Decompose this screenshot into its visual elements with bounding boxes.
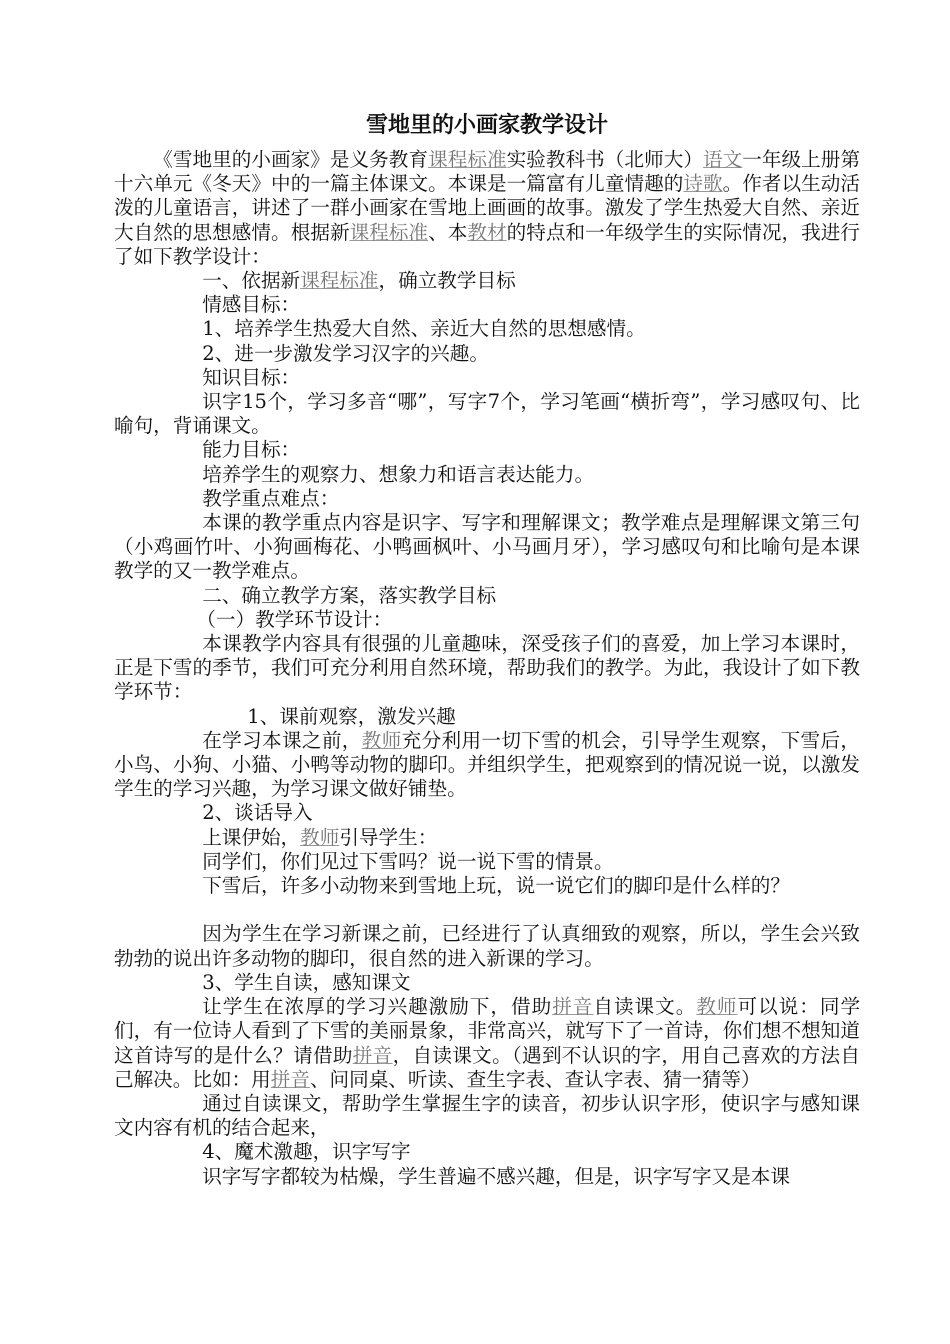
- link-chinese-subject[interactable]: 语文: [702, 148, 743, 171]
- link-teacher[interactable]: 教师: [300, 825, 340, 849]
- step-text-1: 在学习本课之前，教师充分利用一切下雪的机会，引导学生观察，下雪后，小鸟、小狗、小猫、小鸭等动物的脚印。并组织学生，把观察到的情况说一说，以激发学生的学习兴趣，为学习课文做好铺垫。: [114, 728, 861, 801]
- link-textbook[interactable]: 教材: [467, 220, 507, 244]
- key-points-text: 本课的教学重点内容是识字、写字和理解课文；教学难点是理解课文第三句（小鸡画竹叶、小狗画梅花、小鸭画枫叶、小马画月牙），学习感叹句和比喻句是本课教学的又一教学难点。: [114, 511, 860, 583]
- knowledge-goal-text: 识字15个，学习多音“哪”，写字7个，学习笔画“横折弯”，学习感叹句、比喻句，背诵课文。: [114, 390, 860, 438]
- intro-paragraph: 《雪地里的小画家》是义务教育课程标准实验教科书（北师大）语文一年级上册第十六单元《冬天》中的一篇主体课文。本课是一篇富有儿童情趣的诗歌。作者以生动活泼的儿童语言，讲述了一群小画家在雪地上画画的故事。激发了学生热爱大自然、亲近大自然的思想感情。根据新课程标准、本教材的特点和一年级学生的实际情况，我进行了如下教学设计：: [114, 148, 861, 268]
- ability-goal-label: 能力目标：: [202, 438, 301, 462]
- ability-goal-text: 培养学生的观察力、想象力和语言表达能力。: [202, 462, 595, 486]
- document-title: 雪地里的小画家教学设计: [365, 113, 608, 138]
- step-heading-4: 4、魔术激趣，识字写字: [202, 1140, 411, 1164]
- link-curriculum-standard[interactable]: 课程标准: [349, 220, 429, 244]
- step-text-2b: 同学们，你们见过下雪吗？说一说下雪的情景。: [202, 849, 614, 873]
- step-text-4: 识字写字都较为枯燥，学生普遍不感兴趣，但是，识字写字又是本课: [202, 1164, 790, 1188]
- knowledge-goal-label: 知识目标：: [202, 365, 301, 389]
- step-text-3b: 通过自读课文，帮助学生掌握生字的读音，初步认识字形，使识字与感知课文内容有机的结合起来，: [114, 1091, 860, 1140]
- link-curriculum-standard[interactable]: 课程标准: [300, 269, 379, 293]
- link-teacher[interactable]: 教师: [696, 995, 738, 1019]
- subsection-text: 本课教学内容具有很强的儿童趣味，深受孩子们的喜爱，加上学习本课时，正是下雪的季节，我们可充分利用自然环境，帮助我们的教学。为此，我设计了如下教学环节：: [114, 632, 860, 704]
- step-text-2c: 下雪后，许多小动物来到雪地上玩，说一说它们的脚印是什么样的？: [202, 874, 790, 898]
- link-pinyin[interactable]: 拼音: [352, 1043, 393, 1067]
- step-text-2a: 上课伊始，教师引导学生：: [202, 825, 438, 849]
- step-text-3: 让学生在浓厚的学习兴趣激励下，借助拼音自读课文。教师可以说：同学们，有一位诗人看到了下雪的美丽景象，非常高兴，就写下了一首诗，你们想不想知道这首诗写的是什么？请借助拼音，自读课文。（遇到不认识的字，用自己喜欢的方法自己解决。比如：用拼音、问同桌、听读、查生字表、查认字表、猜一猜等）: [114, 995, 861, 1091]
- key-points-label: 教学重点难点：: [202, 486, 340, 510]
- emotion-goal-item: 2、进一步激发学习汉字的兴趣。: [202, 341, 489, 365]
- emotion-goal-label: 情感目标：: [202, 293, 301, 317]
- document-body: [114, 108, 860, 1189]
- step-heading-1: 1、课前观察，激发兴趣: [247, 704, 456, 728]
- link-pinyin[interactable]: 拼音: [552, 995, 594, 1019]
- emotion-goal-item: 1、培养学生热爱大自然、亲近大自然的思想感情。: [202, 317, 646, 341]
- section-heading-1: 一、依据新课程标准，确立教学目标: [202, 269, 516, 293]
- step-text-2d: 因为学生在学习新课之前，已经进行了认真细致的观察，所以，学生会兴致勃勃的说出许多动物的脚印，很自然的进入新课的学习。: [114, 922, 860, 970]
- blank-line: [114, 898, 860, 922]
- link-poetry[interactable]: 诗歌: [683, 172, 723, 196]
- subsection-heading: （一）教学环节设计：: [196, 607, 393, 631]
- section-heading-2: 二、确立教学方案，落实教学目标: [202, 583, 497, 607]
- link-pinyin[interactable]: 拼音: [270, 1067, 310, 1091]
- link-teacher[interactable]: 教师: [361, 728, 402, 752]
- link-curriculum-standard[interactable]: 课程标准: [428, 148, 507, 171]
- step-heading-3: 3、学生自读，感知课文: [202, 970, 411, 994]
- step-heading-2: 2、谈话导入: [202, 801, 313, 825]
